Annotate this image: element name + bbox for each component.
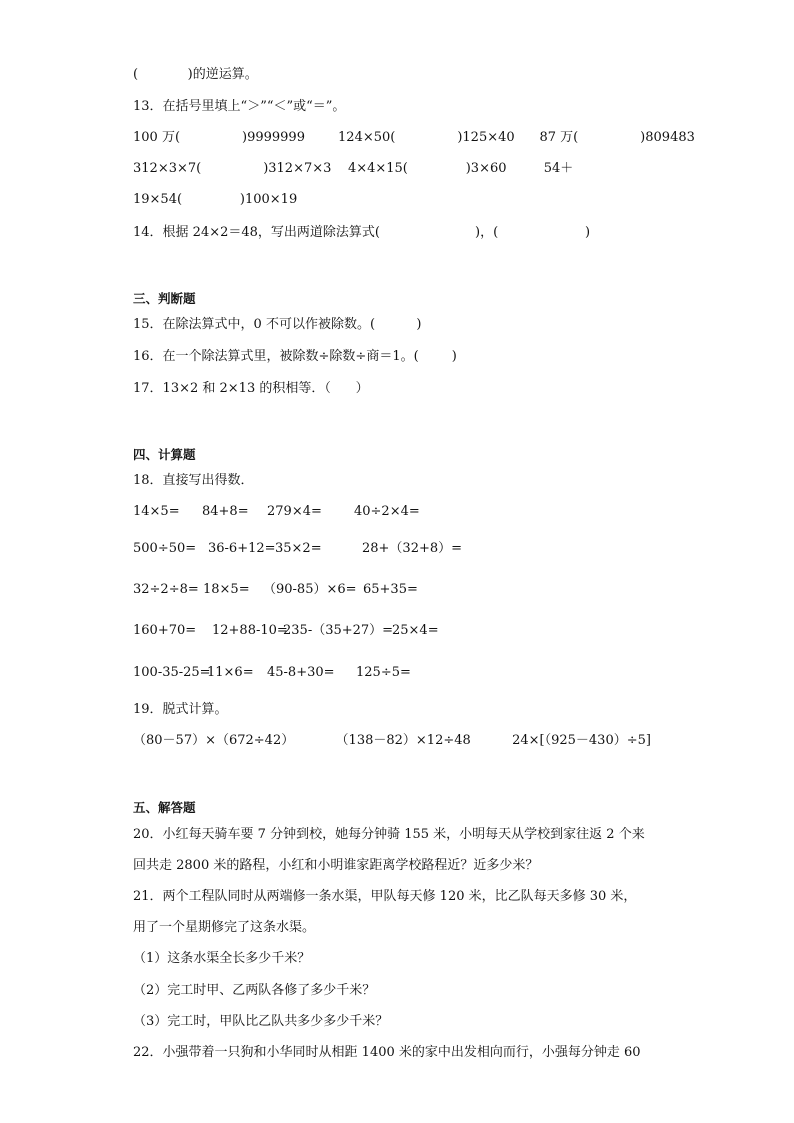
question-16: 16．在一个除法算式里，被除数÷除数÷商＝1。( ) (133, 349, 457, 364)
calc-item: 279×4= (267, 504, 322, 519)
q13-row-1: 100 万( )9999999 124×50( )125×40 87 万( )809483 (133, 130, 695, 145)
calc-item: 11×6= (207, 665, 254, 680)
q13-row-3: 19×54( )100×19 (133, 192, 298, 207)
question-20-line-2: 回共走 2800 米的路程，小红和小明谁家距离学校路程近？近多少米？ (133, 858, 539, 873)
calc-item: 40÷2×4= (354, 504, 420, 519)
question-20-line-1: 20．小红每天骑车要 7 分钟到校，她每分钟骑 155 米，小明每天从学校到家往返 2 个来 (133, 827, 645, 842)
calc-item: 14×5= (133, 504, 180, 519)
question-13: 13．在括号里填上“＞”“＜”或“＝”。 (133, 99, 346, 114)
question-21-line-2: 用了一个星期修完了这条水渠。 (133, 920, 316, 935)
calc-item: 45-8+30= (267, 665, 335, 680)
question-17: 17．13×2 和 2×13 的积相等．（ ） (133, 381, 369, 396)
section-3-heading: 三、判断题 (133, 291, 196, 306)
question-19: 19．脱式计算。 (133, 702, 228, 717)
question-21-part-2: （2）完工时甲、乙两队各修了多少千米？ (133, 983, 376, 998)
question-21-line-1: 21．两个工程队同时从两端修一条水渠，甲队每天修 120 米，比乙队每天多修 30 米， (133, 889, 637, 904)
calc-item: 500÷50= (133, 541, 197, 556)
question-22-line-1: 22．小强带着一只狗和小华同时从相距 1400 米的家中出发相向而行，小强每分钟走 60 (133, 1045, 641, 1060)
q19-row: （80－57）×（672÷42） （138－82）×12÷48 24×[（925－430）÷5] (133, 733, 651, 748)
calc-item: 160+70= (133, 623, 197, 638)
calc-item: 65+35= (363, 582, 418, 597)
calc-item: 235-（35+27）= (283, 623, 394, 638)
calc-item: 125÷5= (356, 665, 411, 680)
calc-item: 100-35-25= (133, 665, 211, 680)
question-18: 18．直接写出得数． (133, 473, 254, 488)
calc-item: 25×4= (392, 623, 439, 638)
question-14: 14．根据 24×2＝48，写出两道除法算式( )，( ) (133, 225, 591, 240)
calc-item: 36-6+12= (208, 541, 276, 556)
calc-item: 28+（32+8）= (362, 541, 463, 556)
calc-item: 32÷2÷8= (133, 582, 199, 597)
q13-row-2: 312×3×7( )312×7×3 4×4×15( )3×60 54＋ (133, 161, 574, 176)
section-4-heading: 四、计算题 (133, 447, 196, 462)
calc-item: 12+88-10= (212, 623, 288, 638)
calc-item: 18×5= (203, 582, 250, 597)
calc-item: 84+8= (202, 504, 249, 519)
calc-item: 35×2= (275, 541, 322, 556)
calc-item: （90-85）×6= (263, 582, 357, 597)
q12-tail: ( )的逆运算。 (133, 67, 258, 82)
question-15: 15．在除法算式中，0 不可以作被除数。( ) (133, 317, 422, 332)
question-21-part-3: （3）完工时，甲队比乙队共多少多少千米？ (133, 1014, 389, 1029)
section-5-heading: 五、解答题 (133, 800, 196, 815)
question-21-part-1: （1）这条水渠全长多少千米？ (133, 951, 311, 966)
